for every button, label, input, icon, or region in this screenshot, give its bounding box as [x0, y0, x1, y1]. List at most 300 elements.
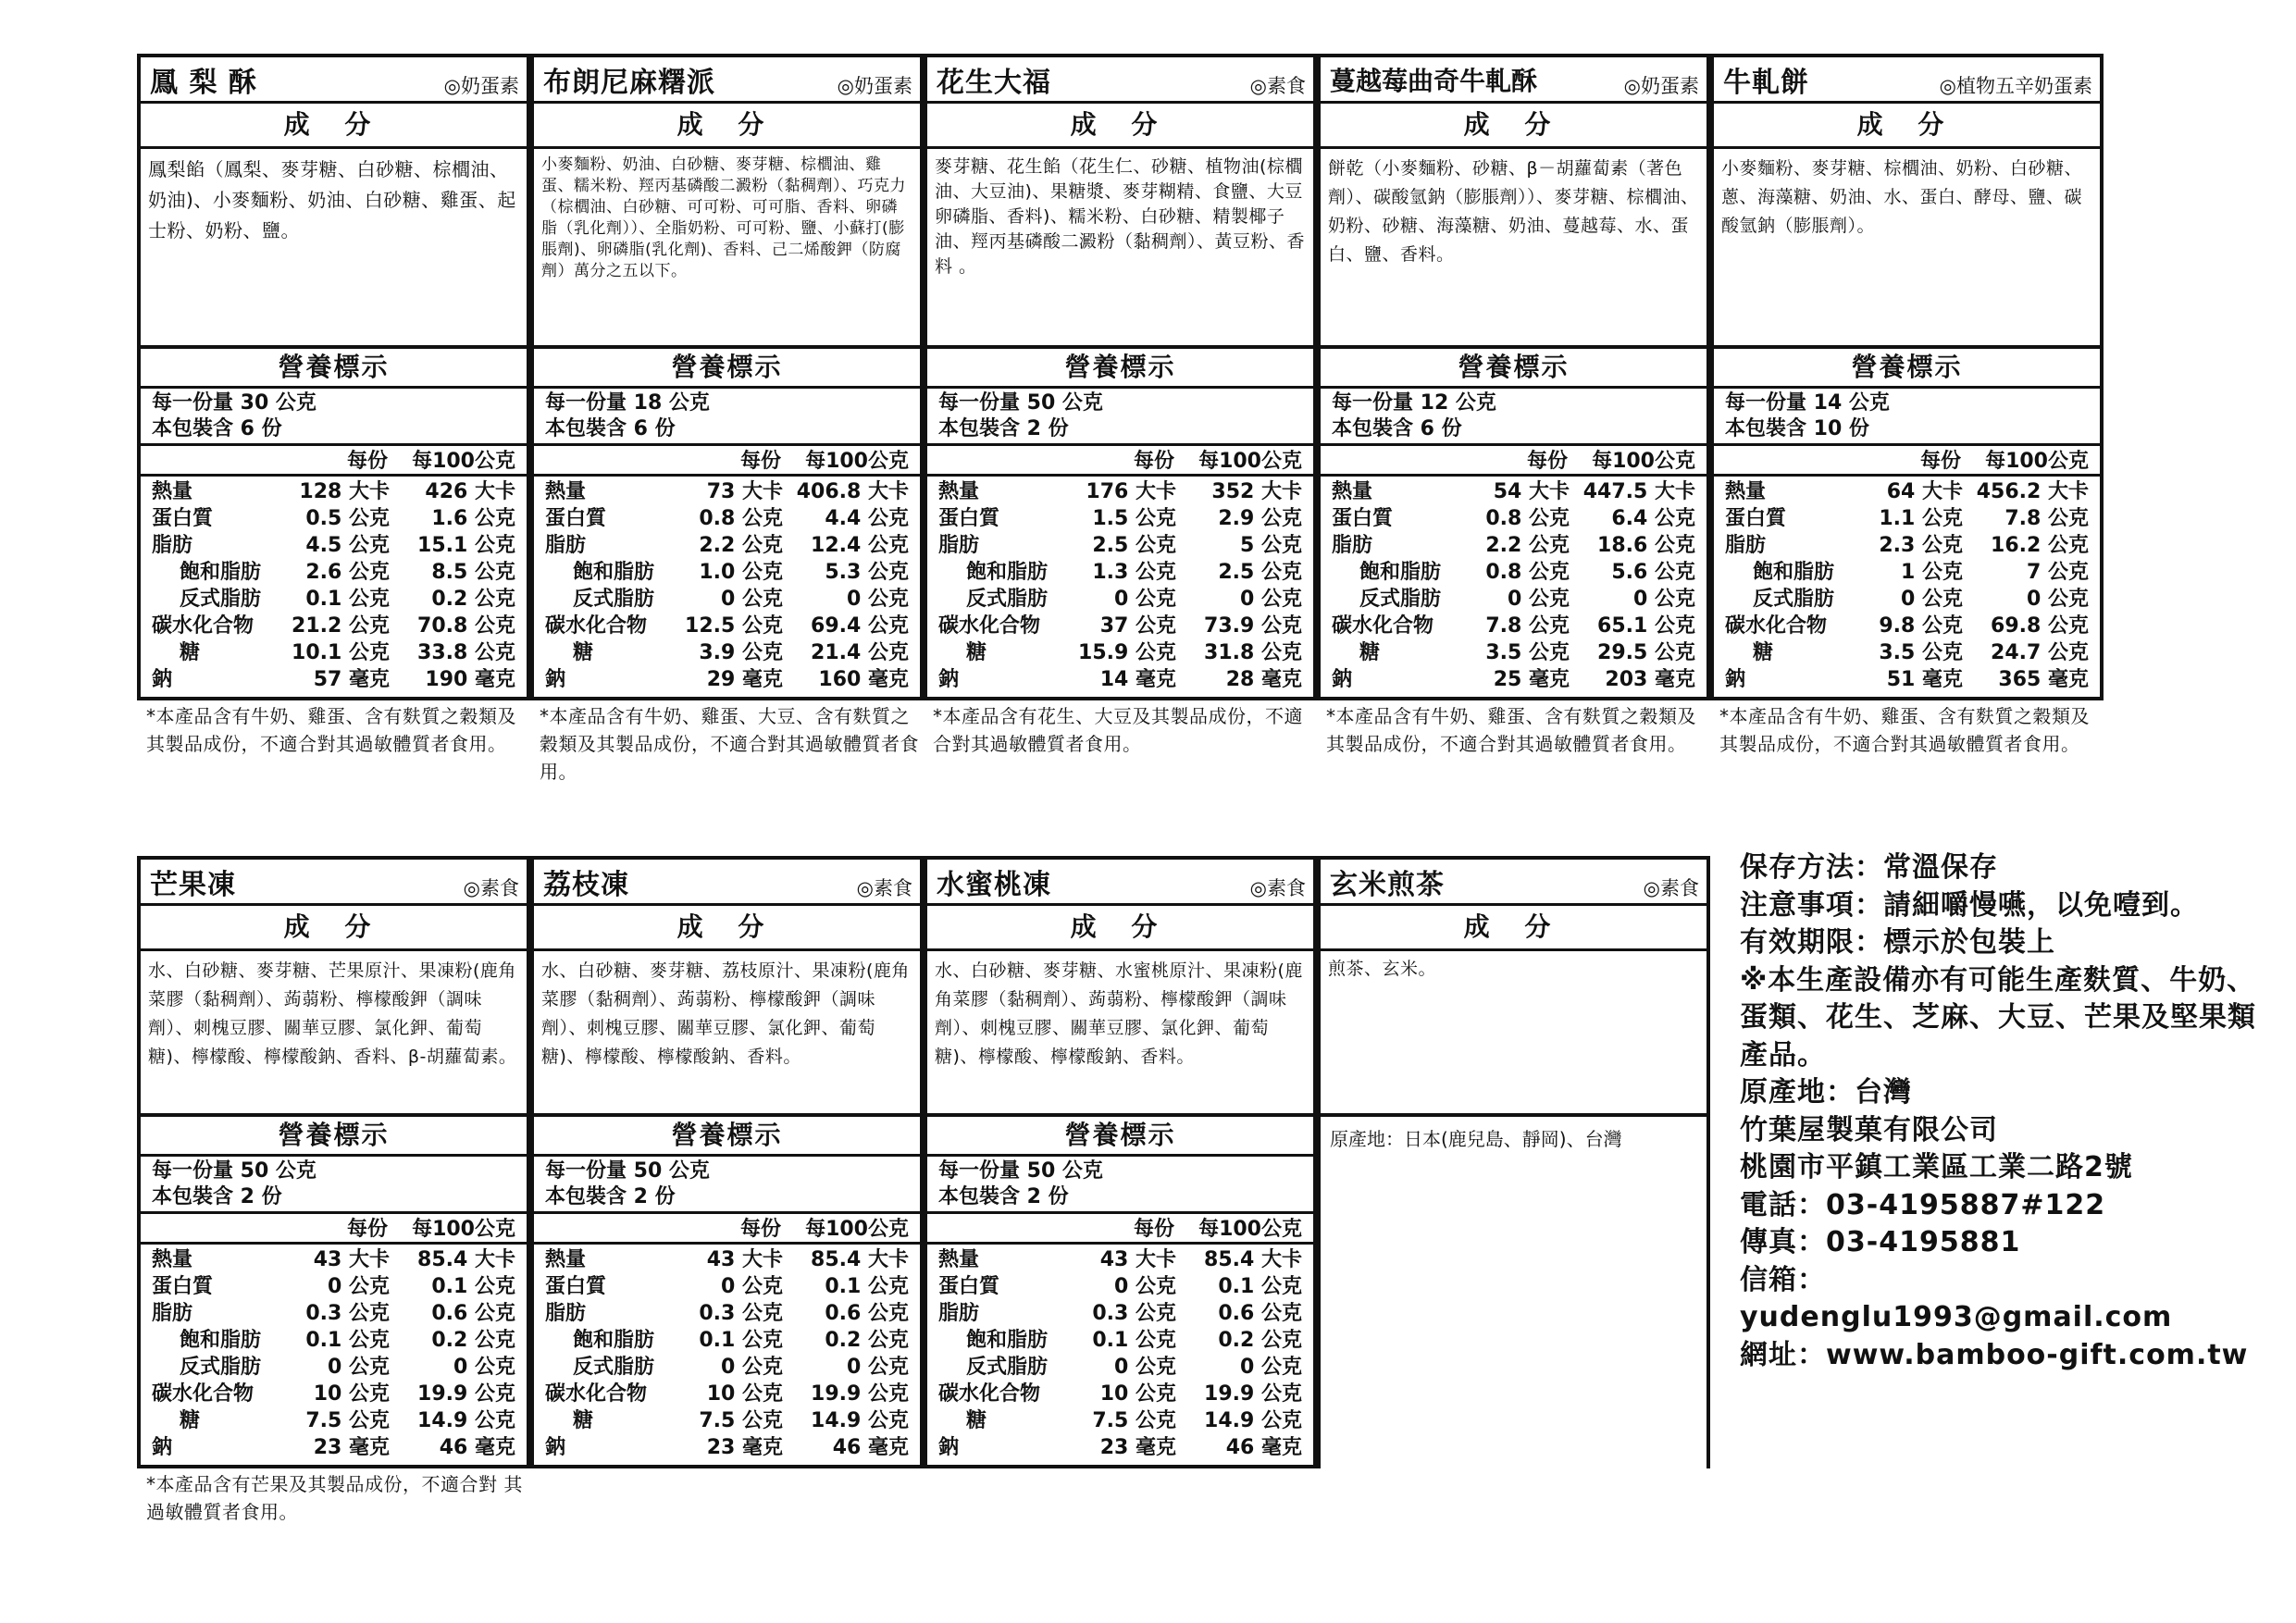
col-per-serving: 每份 — [1133, 1218, 1174, 1241]
serving-size: 每一份量 50 公克 — [152, 1159, 316, 1183]
nutrition-column-headers — [534, 1214, 920, 1245]
nutrition-table — [927, 1113, 1313, 1465]
nutrient-label: 脂肪 — [938, 1302, 980, 1325]
nutrition-row-sodium — [927, 666, 1313, 693]
per-100g-value: 14.9 公克 — [1204, 1409, 1302, 1432]
pack-count: 本包裝含 2 份 — [938, 417, 1069, 440]
per-serving-value: 12.5 公克 — [685, 614, 783, 638]
per-serving-value: 23 毫克 — [313, 1436, 390, 1459]
nutrition-row-calories — [534, 478, 920, 505]
per-100g-value: 14.9 公克 — [417, 1409, 515, 1432]
nutrition-row-sugar — [1321, 639, 1706, 666]
product-name: 蔓越莓曲奇牛軋酥 — [1330, 65, 1538, 96]
per-100g-value: 7 公克 — [2027, 561, 2089, 584]
nutrition-header: 營養標示 — [927, 1117, 1313, 1157]
per-serving-value: 10 公克 — [313, 1382, 390, 1406]
nutrient-label: 脂肪 — [152, 1302, 193, 1325]
nutrition-header: 營養標示 — [141, 1117, 527, 1157]
ingredients-text: 小麥麵粉、奶油、白砂糖、麥芽糖、棕櫚油、雞蛋、糯米粉、羥丙基磷酸二澱粉（黏稠劑）、巧克力（棕櫚油、白砂糖、可可粉、可可脂、香料、卵磷脂（乳化劑））、全脂奶粉、可可粉、鹽、小蘇打(膨脹劑)、卵磷脂(乳化劑)、香料、己二烯酸鉀（防腐劑）萬分之五以下。 — [541, 155, 906, 280]
nutrient-label: 反式脂肪 — [573, 1356, 655, 1379]
product-card-genmaicha — [1317, 856, 1710, 1468]
origin-section — [1321, 1113, 1706, 1468]
product-header — [141, 57, 527, 104]
per-100g-value: 5.6 公克 — [1611, 561, 1695, 584]
col-per-100g: 每100公克 — [805, 450, 909, 473]
nutrition-header: 營養標示 — [1714, 349, 2100, 389]
nutrient-label: 飽和脂肪 — [1359, 561, 1442, 584]
nutrient-label: 熱量 — [152, 480, 193, 503]
per-100g-value: 2.9 公克 — [1218, 507, 1302, 530]
nutrition-header: 營養標示 — [1321, 349, 1706, 389]
allergen-note: *本產品含有牛奶、雞蛋、大豆、含有麩質之穀類及其製品成份，不適合對其過敏體質者食用。 — [540, 705, 919, 783]
nutrient-label: 碳水化合物 — [152, 1382, 254, 1406]
nutrition-rows — [141, 477, 527, 697]
per-100g-value: 0.2 公克 — [825, 1329, 909, 1352]
product-header — [927, 860, 1313, 906]
nutrient-label: 碳水化合物 — [1725, 614, 1828, 638]
per-serving-value: 2.3 公克 — [1879, 534, 1963, 557]
nutrition-row-fat — [927, 1300, 1313, 1327]
nutrition-rows — [534, 1245, 920, 1465]
ingredients-text: 麥芽糖、花生餡（花生仁、砂糖、植物油(棕櫚油、大豆油)、果糖漿、麥芽糊精、食鹽、大豆卵磷脂、香料)、糯米粉、白砂糖、精製椰子油、羥丙基磷酸二澱粉（黏稠劑）、黃豆粉、香料 。 — [935, 156, 1306, 277]
diet-tag: ◎植物五辛奶蛋素 — [1939, 74, 2092, 97]
nutrition-row-saturated-fat — [141, 559, 527, 586]
per-100g-value: 0.2 公克 — [1218, 1329, 1302, 1352]
per-100g-value: 73.9 公克 — [1204, 614, 1302, 638]
per-100g-value: 0.6 公克 — [431, 1302, 515, 1325]
serving-size: 每一份量 50 公克 — [938, 1159, 1103, 1183]
col-per-100g: 每100公克 — [805, 1218, 909, 1241]
per-100g-value: 5 公克 — [1240, 534, 1302, 557]
nutrition-table — [534, 1113, 920, 1465]
nutrient-label: 蛋白質 — [545, 1275, 607, 1298]
per-100g-value: 6.4 公克 — [1611, 507, 1695, 530]
nutrient-label: 反式脂肪 — [180, 1356, 262, 1379]
nutrition-header: 營養標示 — [927, 349, 1313, 389]
nutrient-label: 飽和脂肪 — [1753, 561, 1835, 584]
product-header — [1321, 860, 1706, 906]
nutrition-row-trans-fat — [1321, 586, 1706, 613]
product-panel — [137, 856, 530, 1468]
ingredients-text: 水、白砂糖、麥芽糖、水蜜桃原汁、果凍粉(鹿角菜膠（黏稠劑）、蒟蒻粉、檸檬酸鉀（調味劑）、刺槐豆膠、關華豆膠、氯化鉀、葡萄糖)、檸檬酸、檸檬酸鈉、香料。 — [935, 960, 1303, 1067]
allergen-note: *本產品含有牛奶、雞蛋、含有麩質之穀類及其製品成份，不適合對其過敏體質者食用。 — [1326, 705, 1696, 755]
per-100g-value: 85.4 大卡 — [1204, 1248, 1302, 1271]
nutrient-label: 鈉 — [545, 1436, 566, 1459]
per-serving-value: 0.8 公克 — [1485, 507, 1570, 530]
nutrient-label: 熱量 — [938, 480, 980, 503]
product-header — [534, 860, 920, 906]
per-100g-value: 426 大卡 — [425, 480, 515, 503]
nutrition-row-calories — [534, 1246, 920, 1273]
nutrient-label: 鈉 — [152, 1436, 173, 1459]
per-serving-value: 0 公克 — [1508, 588, 1570, 611]
per-serving-value: 0 公克 — [721, 1356, 783, 1379]
per-serving-value: 57 毫克 — [313, 668, 390, 691]
per-100g-value: 4.4 公克 — [825, 507, 909, 530]
nutrition-row-calories — [927, 1246, 1313, 1273]
per-serving-value: 0.3 公克 — [1092, 1302, 1176, 1325]
per-serving-value: 73 大卡 — [706, 480, 783, 503]
allergen-note: *本產品含有芒果及其製品成份，不適合對 其過敏體質者食用。 — [146, 1473, 523, 1523]
pack-count: 本包裝含 10 份 — [1725, 417, 1869, 440]
nutrition-row-saturated-fat — [1321, 559, 1706, 586]
product-card-peach-jelly — [924, 856, 1317, 1468]
product-card-brownie-mochi-pie — [530, 54, 924, 786]
product-panel — [1317, 54, 1710, 700]
nutrient-label: 鈉 — [152, 668, 173, 691]
per-serving-value: 3.5 公克 — [1485, 641, 1570, 664]
nutrient-label: 飽和脂肪 — [966, 561, 1049, 584]
per-serving-value: 25 毫克 — [1493, 668, 1570, 691]
nutrient-label: 蛋白質 — [938, 1275, 1000, 1298]
storage-method: 保存方法：常溫保存 — [1740, 851, 1998, 884]
ingredients-header: 成 分 — [534, 906, 920, 951]
nutrient-label: 碳水化合物 — [152, 614, 254, 638]
per-serving-value: 1.3 公克 — [1092, 561, 1176, 584]
per-serving-value: 0 公克 — [721, 588, 783, 611]
diet-tag: ◎素食 — [1249, 876, 1306, 899]
nutrition-rows — [1321, 477, 1706, 697]
per-serving-value: 1 公克 — [1901, 561, 1963, 584]
nutrient-label: 反式脂肪 — [966, 588, 1049, 611]
nutrition-row-trans-fat — [141, 1354, 527, 1381]
serving-size: 每一份量 12 公克 — [1332, 391, 1496, 415]
nutrient-label: 熱量 — [1725, 480, 1767, 503]
nutrition-table — [141, 1113, 527, 1465]
nutrition-column-headers — [927, 446, 1313, 477]
nutrition-rows — [141, 1245, 527, 1465]
nutrient-label: 碳水化合物 — [1332, 614, 1434, 638]
per-serving-value: 3.9 公克 — [699, 641, 783, 664]
per-serving-value: 51 毫克 — [1886, 668, 1963, 691]
per-serving-value: 43 大卡 — [313, 1248, 390, 1271]
nutrient-label: 反式脂肪 — [966, 1356, 1049, 1379]
origin-text: 原產地：日本(鹿兒島、靜岡)、台灣 — [1330, 1128, 1622, 1150]
per-100g-value: 7.8 公克 — [2004, 507, 2089, 530]
nutrition-row-protein — [1714, 505, 2100, 532]
nutrient-label: 蛋白質 — [152, 507, 214, 530]
per-serving-value: 0.1 公克 — [305, 588, 390, 611]
nutrition-column-headers — [141, 1214, 527, 1245]
nutrition-row-protein — [534, 1273, 920, 1300]
col-per-100g: 每100公克 — [1198, 1218, 1302, 1241]
per-serving-value: 43 大卡 — [706, 1248, 783, 1271]
per-serving-value: 2.5 公克 — [1092, 534, 1176, 557]
per-100g-value: 190 毫克 — [425, 668, 515, 691]
company-name: 竹葉屋製菓有限公司 — [1740, 1113, 1998, 1146]
fax-number: 傳真：03-4195881 — [1740, 1226, 2021, 1258]
nutrition-row-sugar — [1714, 639, 2100, 666]
nutrient-label: 鈉 — [545, 668, 566, 691]
product-panel — [137, 54, 530, 700]
per-serving-value: 0 公克 — [1901, 588, 1963, 611]
diet-tag: ◎奶蛋素 — [1623, 74, 1699, 97]
per-100g-value: 46 毫克 — [439, 1436, 515, 1459]
serving-size: 每一份量 50 公克 — [938, 391, 1103, 415]
per-100g-value: 85.4 大卡 — [417, 1248, 515, 1271]
nutrient-label: 反式脂肪 — [1753, 588, 1835, 611]
per-100g-value: 0.6 公克 — [1218, 1302, 1302, 1325]
nutrient-label: 鈉 — [938, 1436, 960, 1459]
per-serving-value: 54 大卡 — [1493, 480, 1570, 503]
per-100g-value: 21.4 公克 — [811, 641, 909, 664]
per-100g-value: 15.1 公克 — [417, 534, 515, 557]
nutrition-row-carbohydrate — [141, 613, 527, 639]
ingredients-header: 成 分 — [927, 104, 1313, 149]
company-info — [1740, 849, 2258, 1374]
nutrient-label: 糖 — [180, 1409, 201, 1432]
per-serving-value: 0.1 公克 — [305, 1329, 390, 1352]
product-header — [141, 860, 527, 906]
per-100g-value: 365 毫克 — [1998, 668, 2089, 691]
per-serving-value: 0 公克 — [328, 1275, 390, 1298]
nutrient-label: 糖 — [573, 1409, 594, 1432]
per-100g-value: 33.8 公克 — [417, 641, 515, 664]
serving-info — [927, 389, 1313, 446]
nutrition-row-trans-fat — [927, 1354, 1313, 1381]
per-100g-value: 0.6 公克 — [825, 1302, 909, 1325]
product-name: 芒果凍 — [150, 868, 236, 901]
per-serving-value: 0.5 公克 — [305, 507, 390, 530]
nutrition-row-carbohydrate — [927, 613, 1313, 639]
per-serving-value: 2.2 公克 — [1485, 534, 1570, 557]
nutrient-label: 熱量 — [545, 480, 587, 503]
serving-info — [1321, 389, 1706, 446]
nutrition-row-protein — [1321, 505, 1706, 532]
per-serving-value: 128 大卡 — [299, 480, 390, 503]
per-serving-value: 4.5 公克 — [305, 534, 390, 557]
per-serving-value: 1.1 公克 — [1879, 507, 1963, 530]
nutrient-label: 糖 — [966, 641, 987, 664]
per-serving-value: 64 大卡 — [1886, 480, 1963, 503]
pack-count: 本包裝含 6 份 — [1332, 417, 1462, 440]
nutrition-rows — [534, 477, 920, 697]
nutrient-label: 蛋白質 — [545, 507, 607, 530]
per-serving-value: 7.8 公克 — [1485, 614, 1570, 638]
nutrition-row-sodium — [141, 666, 527, 693]
ingredients-text: 鳳梨餡（鳳梨、麥芽糖、白砂糖、棕櫚油、奶油)、小麥麵粉、奶油、白砂糖、雞蛋、起士粉、奶粉、鹽。 — [148, 158, 516, 242]
nutrition-row-carbohydrate — [1321, 613, 1706, 639]
per-100g-value: 160 毫克 — [818, 668, 909, 691]
nutrient-label: 碳水化合物 — [545, 1382, 648, 1406]
nutrition-row-calories — [141, 1246, 527, 1273]
per-100g-value: 29.5 公克 — [1597, 641, 1695, 664]
per-100g-value: 12.4 公克 — [811, 534, 909, 557]
col-per-100g: 每100公克 — [1985, 450, 2089, 473]
per-serving-value: 0.3 公克 — [699, 1302, 783, 1325]
product-header — [1321, 57, 1706, 104]
per-serving-value: 1.5 公克 — [1092, 507, 1176, 530]
pack-count: 本包裝含 2 份 — [152, 1185, 282, 1208]
per-100g-value: 69.8 公克 — [1991, 614, 2089, 638]
serving-info — [141, 389, 527, 446]
ingredients-header: 成 分 — [534, 104, 920, 149]
nutrient-label: 鈉 — [938, 668, 960, 691]
per-serving-value: 7.5 公克 — [699, 1409, 783, 1432]
per-100g-value: 203 毫克 — [1605, 668, 1695, 691]
nutrition-row-calories — [1321, 478, 1706, 505]
per-serving-value: 0 公克 — [1114, 1356, 1176, 1379]
per-100g-value: 447.5 大卡 — [1582, 480, 1695, 503]
nutrition-row-saturated-fat — [534, 1327, 920, 1354]
allergen-note: *本產品含有牛奶、雞蛋、含有麩質之穀類及其製品成份，不適合對其過敏體質者食用。 — [1719, 705, 2090, 755]
nutrition-row-protein — [927, 505, 1313, 532]
diet-tag: ◎素食 — [1643, 876, 1699, 899]
nutrition-row-saturated-fat — [927, 559, 1313, 586]
nutrition-row-protein — [534, 505, 920, 532]
serving-size: 每一份量 14 公克 — [1725, 391, 1890, 415]
nutrient-label: 鈉 — [1332, 668, 1353, 691]
ingredients-header: 成 分 — [141, 104, 527, 149]
per-100g-value: 0.1 公克 — [431, 1275, 515, 1298]
per-serving-value: 23 毫克 — [1099, 1436, 1176, 1459]
nutrient-label: 脂肪 — [938, 534, 980, 557]
per-serving-value: 0 公克 — [1114, 588, 1176, 611]
nutrition-column-headers — [534, 446, 920, 477]
per-serving-value: 14 毫克 — [1099, 668, 1176, 691]
nutrient-label: 飽和脂肪 — [573, 1329, 655, 1352]
per-100g-value: 0 公克 — [847, 1356, 909, 1379]
diet-tag: ◎素食 — [1249, 74, 1306, 97]
product-name: 牛軋餅 — [1723, 66, 1809, 99]
per-100g-value: 65.1 公克 — [1597, 614, 1695, 638]
nutrition-row-carbohydrate — [1714, 613, 2100, 639]
col-per-serving: 每份 — [739, 450, 781, 473]
nutrition-row-sodium — [927, 1434, 1313, 1461]
nutrition-row-trans-fat — [927, 586, 1313, 613]
product-card-mango-jelly — [137, 856, 530, 1526]
diet-tag: ◎奶蛋素 — [837, 74, 912, 97]
per-100g-value: 18.6 公克 — [1597, 534, 1695, 557]
ingredients-header: 成 分 — [1714, 104, 2100, 149]
nutrition-row-sodium — [534, 1434, 920, 1461]
nutrient-label: 飽和脂肪 — [966, 1329, 1049, 1352]
product-card-nougat-cracker — [1710, 54, 2104, 758]
product-panel — [1317, 856, 1710, 1468]
serving-info — [534, 1157, 920, 1214]
nutrient-label: 熱量 — [938, 1248, 980, 1271]
per-serving-value: 15.9 公克 — [1078, 641, 1176, 664]
caution-note: 注意事項：請細嚼慢嚥，以免噎到。 — [1740, 888, 2199, 922]
nutrition-row-fat — [534, 1300, 920, 1327]
diet-tag: ◎素食 — [856, 876, 912, 899]
per-100g-value: 1.6 公克 — [431, 507, 515, 530]
nutrition-row-carbohydrate — [927, 1381, 1313, 1407]
diet-tag: ◎奶蛋素 — [443, 74, 519, 97]
per-100g-value: 0 公克 — [1240, 1356, 1302, 1379]
allergen-note: *本產品含有花生、大豆及其製品成份，不適合對其過敏體質者食用。 — [933, 705, 1303, 755]
ingredients-text: 餅乾（小麥麵粉、砂糖、β－胡蘿蔔素（著色劑）、碳酸氫鈉（膨脹劑））、麥芽糖、棕櫚油、奶粉、砂糖、海藻糖、奶油、蔓越莓、水、蛋白、鹽、香料。 — [1328, 158, 1699, 265]
ingredients-header: 成 分 — [1321, 104, 1706, 149]
nutrient-label: 飽和脂肪 — [573, 561, 655, 584]
nutrition-row-saturated-fat — [1714, 559, 2100, 586]
nutrition-row-fat — [1321, 532, 1706, 559]
serving-info — [534, 389, 920, 446]
per-serving-value: 3.5 公克 — [1879, 641, 1963, 664]
per-serving-value: 0.8 公克 — [699, 507, 783, 530]
nutrition-row-carbohydrate — [534, 1381, 920, 1407]
col-per-100g: 每100公克 — [1592, 450, 1695, 473]
per-100g-value: 0.2 公克 — [431, 588, 515, 611]
nutrient-label: 蛋白質 — [938, 507, 1000, 530]
nutrient-label: 脂肪 — [545, 534, 587, 557]
per-100g-value: 31.8 公克 — [1204, 641, 1302, 664]
phone-number: 電話：03-4195887#122 — [1740, 1188, 2106, 1221]
nutrient-label: 蛋白質 — [152, 1275, 214, 1298]
nutrient-label: 脂肪 — [1725, 534, 1767, 557]
product-card-lychee-jelly — [530, 856, 924, 1468]
per-serving-value: 0.3 公克 — [305, 1302, 390, 1325]
per-serving-value: 10 公克 — [1099, 1382, 1176, 1406]
per-100g-value: 2.5 公克 — [1218, 561, 1302, 584]
nutrition-row-fat — [927, 532, 1313, 559]
nutrition-row-calories — [927, 478, 1313, 505]
serving-info — [1714, 389, 2100, 446]
product-name: 水蜜桃凍 — [937, 868, 1051, 901]
per-serving-value: 0 公克 — [1114, 1275, 1176, 1298]
product-card-pineapple-cake — [137, 54, 530, 758]
per-serving-value: 176 大卡 — [1086, 480, 1176, 503]
per-100g-value: 0 公克 — [2027, 588, 2089, 611]
nutrition-column-headers — [1321, 446, 1706, 477]
product-card-peanut-daifuku — [924, 54, 1317, 758]
per-100g-value: 0 公克 — [1633, 588, 1695, 611]
facility-allergen-note: ※本生產設備亦有可能生產麩質、牛奶、蛋類、花生、芝麻、大豆、芒果及堅果類產品。 — [1740, 963, 2256, 1072]
nutrient-label: 碳水化合物 — [938, 1382, 1041, 1406]
pack-count: 本包裝含 2 份 — [545, 1185, 676, 1208]
nutrition-row-sugar — [927, 1407, 1313, 1434]
per-serving-value: 29 毫克 — [706, 668, 783, 691]
nutrition-row-fat — [1714, 532, 2100, 559]
ingredients-header: 成 分 — [1321, 906, 1706, 951]
nutrition-table — [1321, 345, 1706, 697]
nutrient-label: 熱量 — [545, 1248, 587, 1271]
allergen-note: *本產品含有牛奶、雞蛋、含有麩質之穀類及其製品成份，不適合對其過敏體質者食用。 — [146, 705, 516, 755]
nutrient-label: 碳水化合物 — [938, 614, 1041, 638]
per-serving-value: 2.6 公克 — [305, 561, 390, 584]
per-serving-value: 10 公克 — [706, 1382, 783, 1406]
nutrition-table — [1714, 345, 2100, 697]
per-serving-value: 0 公克 — [721, 1275, 783, 1298]
nutrition-table — [927, 345, 1313, 697]
nutrition-row-saturated-fat — [927, 1327, 1313, 1354]
col-per-serving: 每份 — [1133, 450, 1174, 473]
product-header — [927, 57, 1313, 104]
nutrient-label: 飽和脂肪 — [180, 1329, 262, 1352]
per-100g-value: 85.4 大卡 — [811, 1248, 909, 1271]
ingredients-header: 成 分 — [927, 906, 1313, 951]
per-100g-value: 14.9 公克 — [811, 1409, 909, 1432]
ingredients-text: 水、白砂糖、麥芽糖、荔枝原汁、果凍粉(鹿角菜膠（黏稠劑）、蒟蒻粉、檸檬酸鉀（調味劑）、刺槐豆膠、關華豆膠、氯化鉀、葡萄糖)、檸檬酸、檸檬酸鈉、香料。 — [541, 960, 910, 1067]
col-per-serving: 每份 — [1526, 450, 1568, 473]
nutrient-label: 反式脂肪 — [1359, 588, 1442, 611]
per-100g-value: 69.4 公克 — [811, 614, 909, 638]
col-per-serving: 每份 — [346, 450, 388, 473]
per-100g-value: 0.1 公克 — [825, 1275, 909, 1298]
nutrient-label: 熱量 — [152, 1248, 193, 1271]
expiry-date: 有效期限：標示於包裝上 — [1740, 926, 2055, 959]
per-100g-value: 5.3 公克 — [825, 561, 909, 584]
nutrition-table — [534, 345, 920, 697]
col-per-serving: 每份 — [739, 1218, 781, 1241]
per-serving-value: 7.5 公克 — [1092, 1409, 1176, 1432]
nutrient-label: 反式脂肪 — [180, 588, 262, 611]
product-name: 玄米煎茶 — [1330, 868, 1445, 901]
nutrient-label: 糖 — [1753, 641, 1774, 664]
per-100g-value: 19.9 公克 — [1204, 1382, 1302, 1406]
nutrition-row-sodium — [534, 666, 920, 693]
nutrition-row-protein — [141, 1273, 527, 1300]
